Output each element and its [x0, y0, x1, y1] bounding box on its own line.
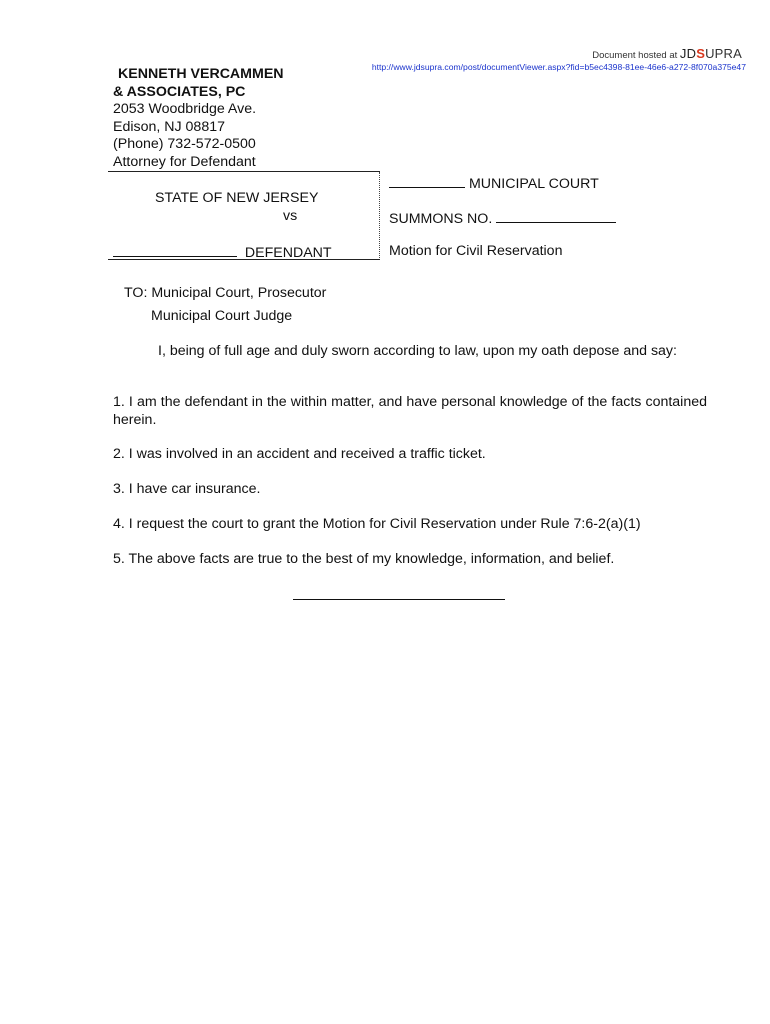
firm-name-line2: & ASSOCIATES, PC — [113, 83, 246, 100]
paragraph-3: 3. I have car insurance. — [113, 481, 261, 497]
firm-block — [113, 66, 383, 171]
firm-role: Attorney for Defendant — [113, 153, 256, 170]
defendant-label: DEFENDANT — [244, 245, 332, 261]
versus-label: vs — [283, 208, 298, 224]
firm-address2: Edison, NJ 08817 — [113, 118, 225, 135]
paragraph-2: 2. I was involved in an accident and received a traffic ticket. — [113, 446, 486, 462]
summons-number-blank — [496, 208, 616, 223]
paragraph-1: 1. I am the defendant in the within matter, and have personal knowledge of the facts contained herein. — [113, 394, 707, 428]
signature-line — [293, 599, 505, 600]
motion-title: Motion for Civil Reservation — [389, 243, 563, 259]
summons-line — [389, 208, 616, 227]
firm-phone: (Phone) 732-572-0500 — [113, 136, 256, 152]
paragraph-5: 5. The above facts are true to the best of my knowledge, information, and belief. — [113, 551, 615, 567]
addressee-judge: Municipal Court Judge — [151, 308, 293, 324]
hosted-prefix: Document hosted at — [592, 50, 678, 61]
firm-name-line1: KENNETH VERCAMMEN — [118, 66, 284, 82]
intro-paragraph: I, being of full age and duly sworn according to law, upon my oath depose and say: — [158, 343, 677, 359]
defendant-name-blank — [113, 242, 237, 257]
state-of-new-jersey: STATE OF NEW JERSEY — [155, 190, 319, 206]
court-name-blank — [389, 173, 465, 188]
paragraph-4: 4. I request the court to grant the Motion for Civil Reservation under Rule 7:6-2(a)(1) — [113, 516, 641, 532]
addressee-to: TO: Municipal Court, Prosecutor — [124, 285, 327, 301]
firm-address1: 2053 Woodbridge Ave. — [113, 101, 257, 117]
court-line — [389, 173, 599, 192]
hosted-by-banner — [560, 46, 742, 61]
summons-label: SUMMONS NO. — [389, 211, 493, 227]
municipal-court-label: MUNICIPAL COURT — [468, 176, 599, 192]
caption-divider — [379, 172, 380, 260]
caption-top-rule — [108, 171, 380, 172]
jdsupra-logo: JDSUPRA — [679, 46, 742, 61]
defendant-line — [113, 242, 332, 261]
document-url-link[interactable]: http://www.jdsupra.com/post/documentViewer.aspx?fid=b5ec4398-81ee-46e6-a272-8f070a375e47 — [371, 62, 746, 72]
